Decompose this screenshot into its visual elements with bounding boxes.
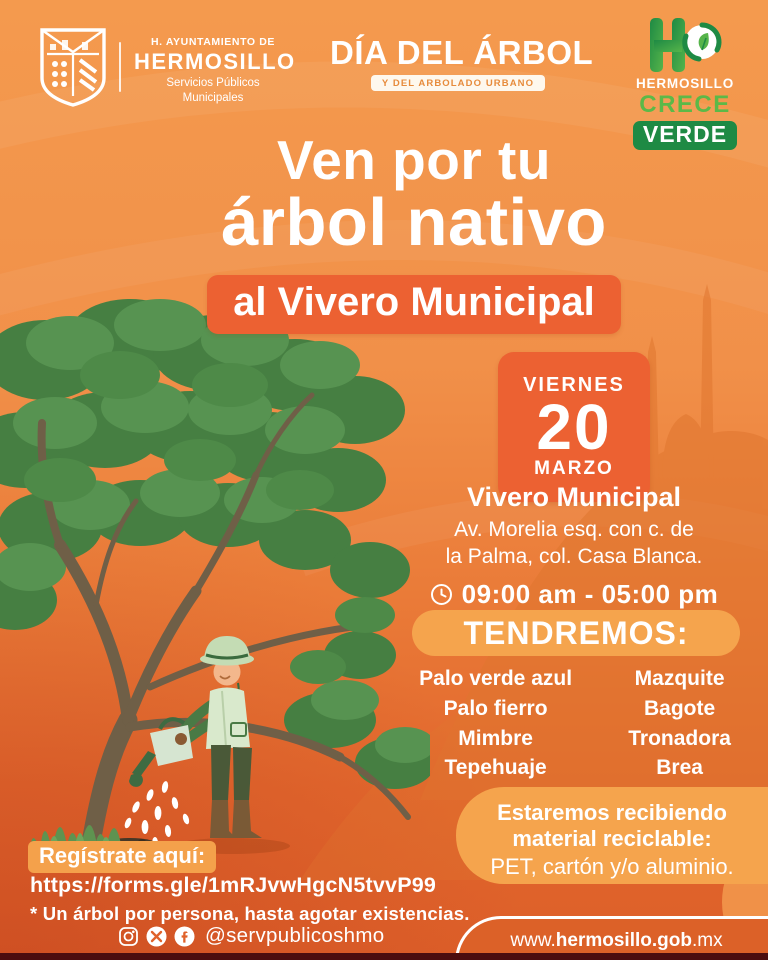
title-banner: al Vivero Municipal bbox=[207, 275, 621, 334]
recycling-line2: material reciclable: bbox=[512, 826, 712, 852]
crece-verde-h-leaf-icon bbox=[616, 16, 754, 74]
disclaimer-note: * Un árbol por persona, hasta agotar existencias. bbox=[30, 903, 470, 924]
species-item: Palo verde azul bbox=[419, 667, 573, 690]
hours-row bbox=[388, 579, 760, 610]
species-column-1 bbox=[396, 664, 595, 783]
registration-url: https://forms.gle/1mRJvwHgcN5tvvP99 bbox=[30, 873, 437, 897]
social-handle: @servpublicoshmo bbox=[205, 924, 385, 947]
title-line2: árbol nativo bbox=[221, 185, 607, 260]
clock-icon bbox=[430, 583, 453, 606]
municipality-line1: H. AYUNTAMIENTO DE bbox=[151, 36, 275, 48]
crece-verde-line1: HERMOSILLO bbox=[636, 76, 734, 91]
municipality-logo bbox=[134, 36, 296, 105]
offerings-heading: TENDREMOS: bbox=[463, 614, 689, 651]
hermosillo-coat-of-arms-icon bbox=[38, 26, 108, 108]
event-subtitle: Y DEL ARBOLADO URBANO bbox=[371, 75, 545, 91]
species-item: Tronadora bbox=[628, 726, 731, 750]
main-title bbox=[64, 128, 764, 334]
species-item: Mazquite bbox=[634, 667, 725, 690]
tree-illustration bbox=[0, 295, 430, 860]
recycling-line3: PET, cartón y/o aluminio. bbox=[490, 853, 734, 879]
species-column-2 bbox=[595, 664, 764, 783]
municipality-dept-line2: Municipales bbox=[182, 91, 244, 104]
venue-name: Vivero Municipal bbox=[466, 482, 682, 512]
municipality-name: HERMOSILLO bbox=[134, 49, 296, 75]
species-list bbox=[396, 664, 764, 783]
dia-del-arbol-logo bbox=[330, 34, 594, 91]
social-row bbox=[118, 921, 384, 951]
register-label-badge bbox=[28, 841, 216, 873]
date-number: 20 bbox=[536, 391, 612, 464]
website-url: www.hermosillo.gob.mx bbox=[510, 929, 723, 951]
offerings-heading-badge bbox=[412, 610, 740, 656]
date-badge bbox=[498, 352, 650, 502]
instagram-icon bbox=[118, 926, 139, 947]
species-item: Tepehuaje bbox=[444, 756, 547, 780]
venue-hours: 09:00 am - 05:00 pm bbox=[461, 578, 719, 609]
species-item: Mimbre bbox=[458, 726, 533, 750]
register-label: Regístrate aquí: bbox=[39, 843, 206, 868]
x-icon bbox=[146, 926, 167, 947]
species-item: Brea bbox=[656, 756, 703, 780]
species-item: Bagote bbox=[644, 696, 716, 720]
recycling-line1: Estaremos recibiendo bbox=[497, 800, 727, 825]
crece-verde-line2: CRECE bbox=[639, 91, 731, 118]
municipality-dept-line1: Servicios Públicos bbox=[166, 77, 260, 90]
bottom-strip bbox=[0, 953, 768, 960]
title-line1: Ven por tu bbox=[277, 129, 551, 191]
species-item: Palo fierro bbox=[443, 696, 548, 720]
venue-address-line2: la Palma, col. Casa Blanca. bbox=[445, 544, 703, 568]
facebook-icon bbox=[174, 926, 195, 947]
header-divider bbox=[119, 42, 121, 92]
date-day: VIERNES bbox=[523, 374, 625, 397]
venue-block bbox=[388, 482, 760, 610]
event-title: DÍA DEL ÁRBOL bbox=[330, 34, 594, 71]
date-month: MARZO bbox=[534, 457, 614, 479]
venue-address-line1: Av. Morelia esq. con c. de bbox=[454, 518, 694, 541]
recycling-box bbox=[456, 787, 768, 884]
crece-verde-line3: VERDE bbox=[633, 121, 737, 150]
